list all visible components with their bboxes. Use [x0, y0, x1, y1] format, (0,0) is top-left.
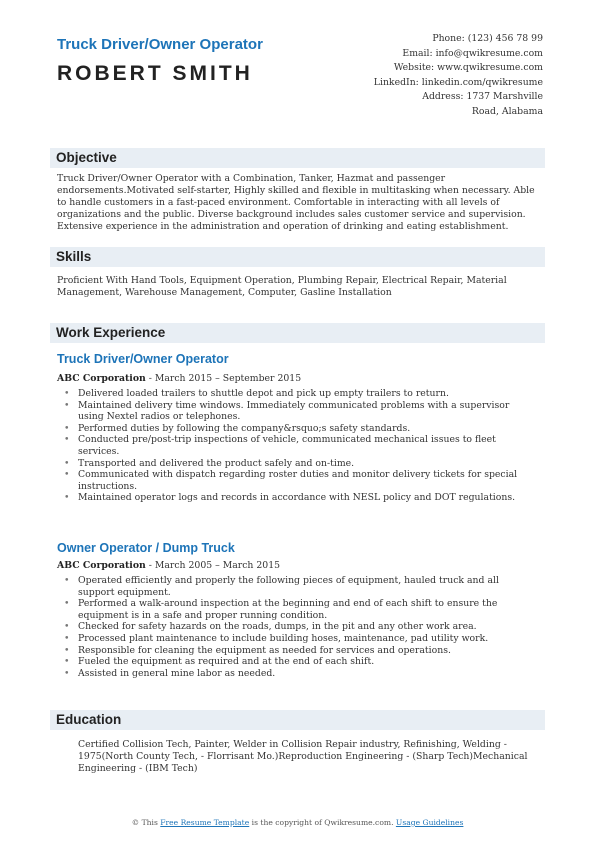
list-item: • Delivered loaded trailers to shuttle depot and pick up empty trailers to return. — [63, 388, 533, 400]
contact-website: Website: www.qwikresume.com — [393, 62, 543, 73]
footer-prefix: © This — [131, 818, 161, 827]
footer-middle: is the copyright of Qwikresume.com. — [249, 818, 396, 827]
section-education-bar — [50, 710, 545, 730]
section-work-bar — [50, 323, 545, 343]
job-company-2: ABC Corporation — [57, 560, 146, 571]
job-dates-1: - March 2015 – September 2015 — [145, 373, 302, 384]
header-job-title: Truck Driver/Owner Operator — [57, 36, 263, 53]
free-template-link[interactable]: Free Resume Template — [160, 818, 250, 827]
job-dates-2: - March 2005 – March 2015 — [145, 560, 281, 571]
list-item: • Fueled the equipment as required and at the end of each shift. — [63, 656, 533, 668]
list-item: • Operated efficiently and properly the following pieces of equipment, hauled truck and all support equipment. — [63, 575, 533, 598]
job-company-1: ABC Corporation — [57, 373, 146, 384]
section-objective-heading: Objective — [56, 150, 117, 165]
education-text: Certified Collision Tech, Painter, Welder in Collision Repair industry, Refinishing, Welding - 1975(North County Tech, - Florrisant Mo.)Reproduction Engineering - (Sharp Tech)Mechanical Engineering - (IBM Tech) — [78, 739, 528, 775]
list-item: • Responsible for cleaning the equipment as needed for services and operations. — [63, 645, 533, 657]
job-company-line-1 — [57, 373, 301, 384]
list-item: • Checked for safety hazards on the roads, dumps, in the pit and any other work area. — [63, 621, 533, 633]
contact-email: Email: info@qwikresume.com — [402, 47, 543, 59]
list-item: • Performed duties by following the company&rsquo;s safety standards. — [63, 423, 533, 435]
candidate-name: ROBERT SMITH — [57, 62, 253, 85]
list-item: • Transported and delivered the product safely and on-time. — [63, 458, 533, 470]
list-item: • Communicated with dispatch regarding roster duties and monitor delivery tickets for special instructions. — [63, 469, 533, 492]
list-item: • Conducted pre/post-trip inspections of vehicle, communicated mechanical issues to fleet services. — [63, 434, 533, 457]
job-company-line-2 — [57, 560, 280, 571]
contact-linkedin: LinkedIn: linkedin.com/qwikresume — [373, 76, 543, 88]
contact-phone: Phone: (123) 456 78 99 — [432, 33, 543, 44]
contact-address: Address: 1737 Marshville Road, Alabama — [422, 91, 543, 117]
objective-text: Truck Driver/Owner Operator with a Combination, Tanker, Hazmat and passenger endorsements.Motivated self-starter, Highly skilled and flexible in multitasking when necessary. Able to handle customers in a fast-paced environment. Comfortable in interacting with all levels of organizations and the public. Diverse background includes sales customer service and supervision. Extensive experience in the administration and operation of drinking and eating establishment. — [57, 173, 535, 233]
section-education-heading: Education — [56, 712, 122, 727]
section-skills-heading: Skills — [56, 249, 92, 264]
skills-text: Proficient With Hand Tools, Equipment Operation, Plumbing Repair, Electrical Repair, Material Management, Warehouse Management, Computer, Gasline Installation — [57, 275, 507, 299]
section-skills-bar — [50, 247, 545, 267]
list-item: • Assisted in general mine labor as needed. — [63, 668, 533, 680]
list-item: • Performed a walk-around inspection at the beginning and end of each shift to ensure the equipment is in a safe and proper running condition. — [63, 598, 533, 621]
list-item: • Processed plant maintenance to include building hoses, maintenance, pad utility work. — [63, 633, 533, 645]
section-work-heading: Work Experience — [56, 325, 166, 340]
contact-block — [303, 32, 543, 119]
job-bullets-2 — [63, 575, 533, 679]
job-title-1: Truck Driver/Owner Operator — [57, 352, 229, 366]
resume-header — [0, 0, 595, 130]
job-bullets-1 — [63, 388, 533, 504]
usage-guidelines-link[interactable]: Usage Guidelines — [395, 818, 464, 827]
list-item: • Maintained delivery time windows. Immediately communicated problems with a supervisor using Nextel radios or telephones. — [63, 400, 533, 423]
section-objective-bar — [50, 148, 545, 168]
job-title-2: Owner Operator / Dump Truck — [57, 541, 235, 555]
list-item: • Maintained operator logs and records in accordance with NESL policy and DOT regulations. — [63, 492, 533, 504]
footer — [0, 818, 595, 827]
